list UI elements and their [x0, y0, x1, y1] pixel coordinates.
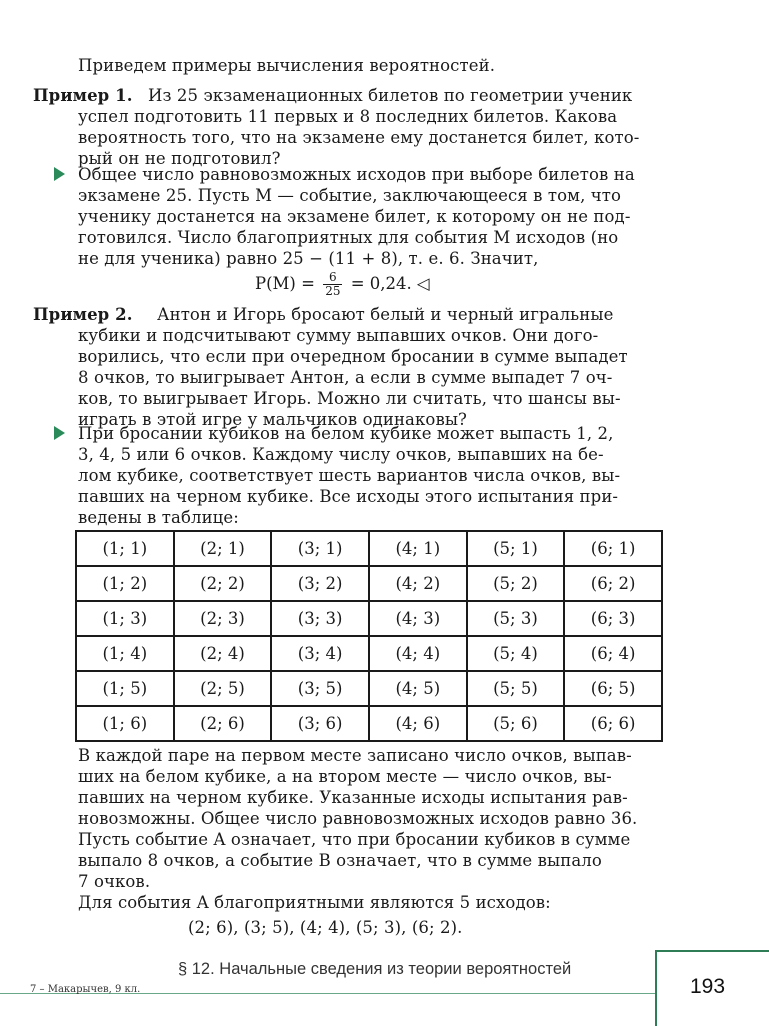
table-cell: (6; 6)	[564, 706, 662, 741]
table-row	[76, 706, 662, 741]
solution1-line: не для ученика) равно 25 − (11 + 8), т. е. 6. Значит,	[78, 249, 539, 268]
example2-line: кубики и подсчитывают сумму выпавших очков. Они дого-	[78, 326, 599, 345]
table-cell: (2; 5)	[174, 671, 272, 706]
after-table-line: Пусть событие A означает, что при бросании кубиков в сумме	[78, 830, 631, 849]
table-cell: (2; 2)	[174, 566, 272, 601]
table-row	[76, 671, 662, 706]
table-row	[76, 636, 662, 671]
table-cell: (6; 5)	[564, 671, 662, 706]
example2-line: ков, то выигрывает Игорь. Можно ли считать, что шансы вы-	[78, 389, 621, 408]
after-table-line: Для события A благоприятными являются 5 исходов:	[78, 893, 551, 912]
table-cell: (1; 2)	[76, 566, 174, 601]
solution2-line: лом кубике, соответствует шесть вариантов числа очков, вы-	[78, 466, 621, 485]
table-cell: (5; 2)	[467, 566, 565, 601]
after-table-line: 7 очков.	[78, 872, 151, 891]
table-cell: (4; 5)	[369, 671, 467, 706]
table-cell: (3; 2)	[271, 566, 369, 601]
table-row	[76, 531, 662, 566]
example2-line: играть в этой игре у мальчиков одинаковы?	[78, 410, 468, 429]
table-cell: (2; 6)	[174, 706, 272, 741]
table-cell: (4; 1)	[369, 531, 467, 566]
table-cell: (3; 5)	[271, 671, 369, 706]
table-cell: (1; 1)	[76, 531, 174, 566]
after-table-line: ших на белом кубике, а на втором месте — число очков, вы-	[78, 767, 612, 786]
fraction-numerator: 6	[323, 271, 342, 285]
example2-line: 8 очков, то выигрывает Антон, а если в сумме выпадет 7 оч-	[78, 368, 613, 387]
solution1-line: ученику достанется на экзамене билет, к которому он не под-	[78, 207, 631, 226]
solution1-line: Общее число равновозможных исходов при выборе билетов на	[78, 165, 635, 184]
example1-line: вероятность того, что на экзамене ему достанется билет, кото-	[78, 128, 640, 147]
table-cell: (1; 4)	[76, 636, 174, 671]
table-cell: (6; 4)	[564, 636, 662, 671]
example1-line: Из 25 экзаменационных билетов по геометрии ученик	[148, 86, 633, 105]
after-table-line: В каждой паре на первом месте записано число очков, выпав-	[78, 746, 632, 765]
formula-rhs: = 0,24. ◁	[350, 274, 430, 293]
page-number: 193	[690, 975, 726, 998]
imprint: 7 – Макарычев, 9 кл.	[30, 984, 141, 995]
formula-lhs: P(M) =	[255, 274, 315, 293]
fraction	[323, 271, 342, 298]
table-cell: (2; 1)	[174, 531, 272, 566]
table-cell: (4; 2)	[369, 566, 467, 601]
table-cell: (1; 3)	[76, 601, 174, 636]
example2-line: ворились, что если при очередном бросании в сумме выпадет	[78, 347, 628, 366]
solution1-line: готовился. Число благоприятных для события M исходов (но	[78, 228, 619, 247]
solution2-line: павших на черном кубике. Все исходы этого испытания при-	[78, 487, 619, 506]
table-row	[76, 601, 662, 636]
example2-label: Пример 2.	[33, 305, 133, 324]
table-cell: (5; 1)	[467, 531, 565, 566]
solution-marker-icon	[54, 167, 65, 181]
example2-line: Антон и Игорь бросают белый и черный игральные	[157, 305, 614, 324]
table-cell: (5; 6)	[467, 706, 565, 741]
intro-text: Приведем примеры вычисления вероятностей.	[78, 56, 496, 75]
table-cell: (2; 4)	[174, 636, 272, 671]
after-table-line: павших на черном кубике. Указанные исходы испытания рав-	[78, 788, 628, 807]
solution1-line: экзамене 25. Пусть M — событие, заключающееся в том, что	[78, 186, 622, 205]
solution2-line: ведены в таблице:	[78, 508, 239, 527]
after-table-line: новозможны. Общее число равновозможных исходов равно 36.	[78, 809, 638, 828]
table-cell: (4; 6)	[369, 706, 467, 741]
table-cell: (1; 5)	[76, 671, 174, 706]
table-cell: (3; 3)	[271, 601, 369, 636]
table-cell: (3; 4)	[271, 636, 369, 671]
after-table-line: выпало 8 очков, а событие B означает, что в сумме выпало	[78, 851, 602, 870]
table-cell: (6; 2)	[564, 566, 662, 601]
table-cell: (1; 6)	[76, 706, 174, 741]
table-cell: (5; 5)	[467, 671, 565, 706]
table-cell: (6; 1)	[564, 531, 662, 566]
table-cell: (4; 4)	[369, 636, 467, 671]
example1-line: рый он не подготовил?	[78, 149, 281, 168]
probability-formula	[255, 271, 430, 298]
example1-label: Пример 1.	[33, 86, 133, 105]
table-cell: (3; 1)	[271, 531, 369, 566]
fraction-denominator: 25	[325, 284, 341, 298]
table-cell: (2; 3)	[174, 601, 272, 636]
solution-marker-icon	[54, 426, 65, 440]
table-cell: (3; 6)	[271, 706, 369, 741]
section-title: § 12. Начальные сведения из теории вероятностей	[178, 960, 572, 978]
table-row	[76, 566, 662, 601]
solution2-line: При бросании кубиков на белом кубике может выпасть 1, 2,	[78, 424, 614, 443]
table-cell: (5; 3)	[467, 601, 565, 636]
table-cell: (4; 3)	[369, 601, 467, 636]
table-cell: (5; 4)	[467, 636, 565, 671]
outcomes-table	[75, 530, 663, 742]
example1-line: успел подготовить 11 первых и 8 последних билетов. Какова	[78, 107, 618, 126]
favorable-outcomes: (2; 6), (3; 5), (4; 4), (5; 3), (6; 2).	[188, 918, 463, 937]
solution2-line: 3, 4, 5 или 6 очков. Каждому числу очков, выпавших на бе-	[78, 445, 604, 464]
table-cell: (6; 3)	[564, 601, 662, 636]
